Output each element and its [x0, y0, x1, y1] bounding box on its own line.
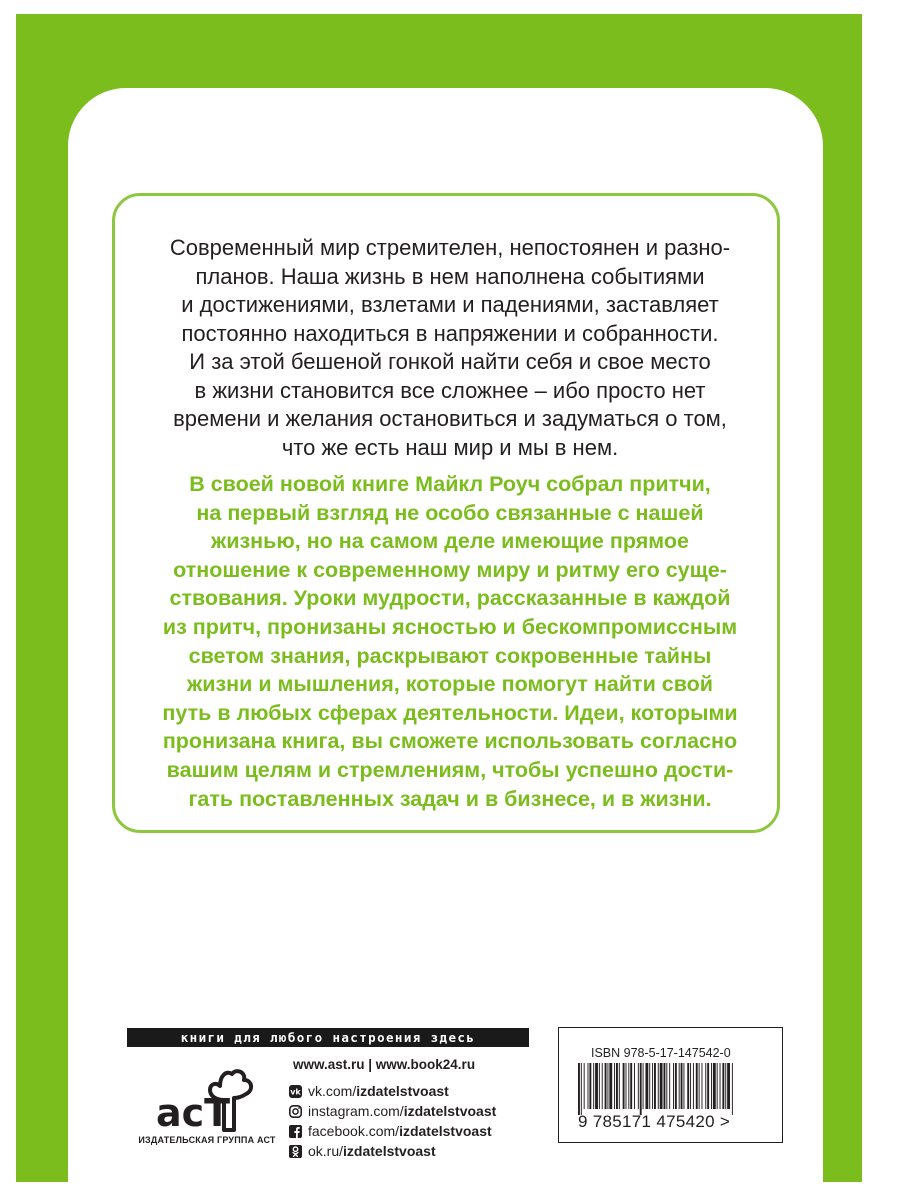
social-url-prefix: instagram.com/	[308, 1103, 404, 1119]
text-line: светом знания, раскрывают сокровенные тайны	[188, 643, 712, 668]
facebook-icon	[288, 1124, 302, 1138]
social-url-prefix: facebook.com/	[308, 1123, 400, 1139]
social-url-prefix: vk.com/	[308, 1083, 357, 1099]
description-paragraph-2	[140, 470, 760, 813]
text-line: жизнью, но на самом деле имеющие прямое	[211, 529, 689, 554]
text-line: В своей новой книге Майкл Роуч собрал притчи,	[189, 472, 711, 496]
text-line: ствования. Уроки мудрости, рассказанные в каждой	[169, 586, 731, 611]
barcode	[576, 1063, 736, 1115]
text-line: жизни и мышления, которые помогут найти свой	[187, 672, 713, 697]
text-line: что же есть наш мир и мы в нем.	[281, 434, 619, 460]
social-links	[288, 1081, 548, 1161]
text-line: времени и желания остановиться и задуматься о том,	[173, 406, 727, 431]
vk-icon	[288, 1084, 302, 1098]
logo-text: acT	[156, 1091, 231, 1135]
odnoklassniki-icon	[288, 1144, 302, 1158]
text-line: пронизана книга, вы сможете использовать согласно	[162, 729, 738, 754]
social-url-prefix: ok.ru/	[308, 1143, 344, 1159]
social-link-vk[interactable]	[288, 1081, 548, 1101]
publisher-name: ИЗДАТЕЛЬСКАЯ ГРУППА АСТ	[138, 1135, 276, 1145]
tagline-banner: книги для любого настроения здесь	[127, 1028, 529, 1047]
text-line: гать поставленных задач и в бизнесе, и в жизни.	[188, 786, 712, 811]
text-line: Современный мир стремителен, непостоянен и разно-	[169, 235, 731, 260]
website-links[interactable]: www.ast.ru | www.book24.ru	[293, 1057, 476, 1072]
description-paragraph-1	[140, 234, 760, 462]
text-line: и достижениями, взлетами и падениями, заставляет	[181, 292, 719, 317]
text-line: в жизни становится все сложнее – ибо просто нет	[194, 377, 706, 403]
text-line: вашим целям и стремлениям, чтобы успешно дости-	[166, 757, 734, 782]
text-line: И за этой бешеной гонкой найти себя и свое место	[189, 349, 711, 374]
social-handle: izdatelstvoast	[399, 1123, 492, 1139]
barcode-digits: 9 785171 475420 >	[578, 1112, 731, 1131]
social-handle: izdatelstvoast	[343, 1143, 436, 1159]
social-handle: izdatelstvoast	[356, 1083, 449, 1099]
isbn-number: ISBN 978-5-17-147542-0	[591, 1046, 731, 1060]
text-line: планов. Наша жизнь в нем наполнена событиями	[195, 263, 705, 289]
social-link-instagram[interactable]	[288, 1101, 548, 1121]
text-line: путь в любых сферах деятельности. Идеи, которыми	[162, 700, 738, 725]
text-line: на первый взгляд не особо связанные с нашей	[196, 500, 704, 525]
text-line: из притч, пронизаны ясностью и бескомпромиссным	[162, 614, 738, 639]
svg-text:vk: vk	[289, 1087, 301, 1096]
text-line: постоянно находиться в напряжении и собранности.	[181, 320, 719, 346]
social-link-odnoklassniki[interactable]	[288, 1141, 548, 1161]
social-handle: izdatelstvoast	[403, 1103, 497, 1119]
text-line: отношение к современному миру и ритму его суще-	[173, 557, 727, 582]
instagram-icon	[288, 1104, 302, 1118]
social-link-facebook[interactable]	[288, 1121, 548, 1141]
